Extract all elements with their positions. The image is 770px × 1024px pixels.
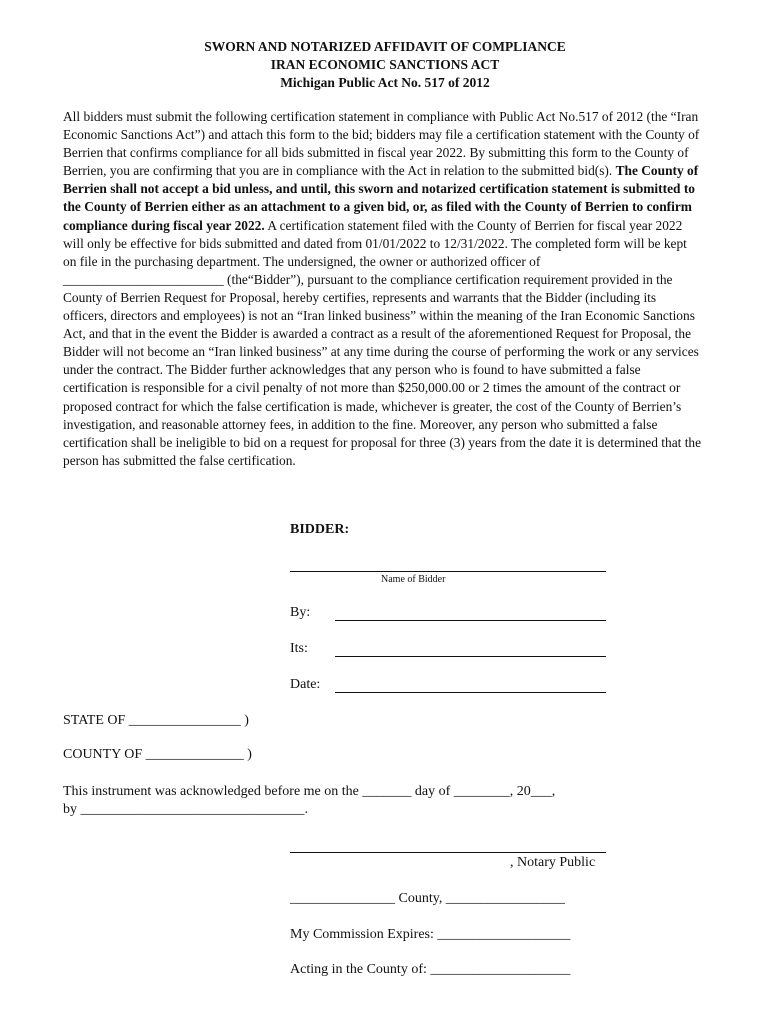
- by-signature-line[interactable]: [335, 620, 606, 621]
- date-label: Date:: [290, 677, 321, 692]
- bidder-name-caption: Name of Bidder: [381, 574, 446, 585]
- bidder-heading: BIDDER:: [290, 522, 350, 537]
- its-label: Its:: [290, 641, 308, 656]
- acknowledgement-line-2: by ________________________________.: [63, 802, 308, 817]
- acknowledgement-line-1: This instrument was acknowledged before me on the _______ day of ________, 20___,: [63, 784, 556, 799]
- acting-in-county-line: Acting in the County of: ____________________: [290, 962, 571, 977]
- date-line[interactable]: [335, 692, 606, 693]
- notary-public-label: , Notary Public: [510, 855, 596, 870]
- county-of-line: COUNTY OF ______________ ): [63, 747, 252, 762]
- bidder-name-line[interactable]: [290, 571, 606, 572]
- paragraph-part-1: All bidders must submit the following certification statement in compliance with Public Act No.517 of 2012 (the “Iran Economic Sanctions Act”) and attach this form to the bid; bidders may file a certification statement with the County of Berrien that confirms compliance for all bids submitted in fiscal year 2022. By submitting this form to the County of Berrien, you are confirming that you are in compliance with the Act in relation to the submitted bid(s).: [63, 109, 700, 179]
- certification-paragraph: [63, 108, 703, 470]
- notary-signature-line[interactable]: [290, 852, 606, 853]
- by-label: By:: [290, 605, 311, 620]
- state-of-line: STATE OF ________________ ): [63, 713, 249, 728]
- paragraph-part-2: A certification statement filed with the County of Berrien for fiscal year 2022 will only be effective for bids submitted and dated from 01/01/2022 to 12/31/2022. The completed form will be kept on file in the purchasing department. The undersigned, the owner or authorized officer of ________________________ (the“Bidder”), pursuant to the compliance certification requirement provided in the County of Berrien Request for Proposal, hereby certifies, represents and warrants that the Bidder (including its officers, directors and employees) is not an “Iran linked business” within the meaning of the Iran Economic Sanctions Act, and that in the event the Bidder is awarded a contract as a result of the aforementioned Request for Proposal, the Bidder will not become an “Iran linked business” at any time during the course of performing the work or any services under the contract. The Bidder further acknowledges that any person who is found to have submitted a false certification is responsible for a civil penalty of not more than $250,000.00 or 2 times the amount of the contract or proposed contract for which the false certification is made, whichever is greater, the cost of the County of Berrien’s investigation, and reasonable attorney fees, in addition to the fine. Moreover, any person who submitted a false certification shall be ineligible to bid on a request for proposal for three (3) years from the date it is determined that the person has submitted the false certification.: [63, 217, 702, 468]
- notary-county-line: _______________ County, _________________: [290, 891, 565, 906]
- title-line-2: IRAN ECONOMIC SANCTIONS ACT: [270, 57, 500, 72]
- paragraph-bold-requirement: The County of Berrien shall not accept a bid unless, and until, this sworn and notarized certification statement is submitted to the County of Berrien either as an attachment to a given bid, or, as filed with the County of Berrien to confirm compliance during fiscal year 2022.: [63, 163, 699, 233]
- title-line-1: SWORN AND NOTARIZED AFFIDAVIT OF COMPLIANCE: [204, 39, 566, 54]
- commission-expires-line: My Commission Expires: ___________________: [290, 927, 571, 942]
- its-title-line[interactable]: [335, 656, 606, 657]
- document-title: [0, 38, 770, 92]
- title-line-3: Michigan Public Act No. 517 of 2012: [280, 75, 490, 90]
